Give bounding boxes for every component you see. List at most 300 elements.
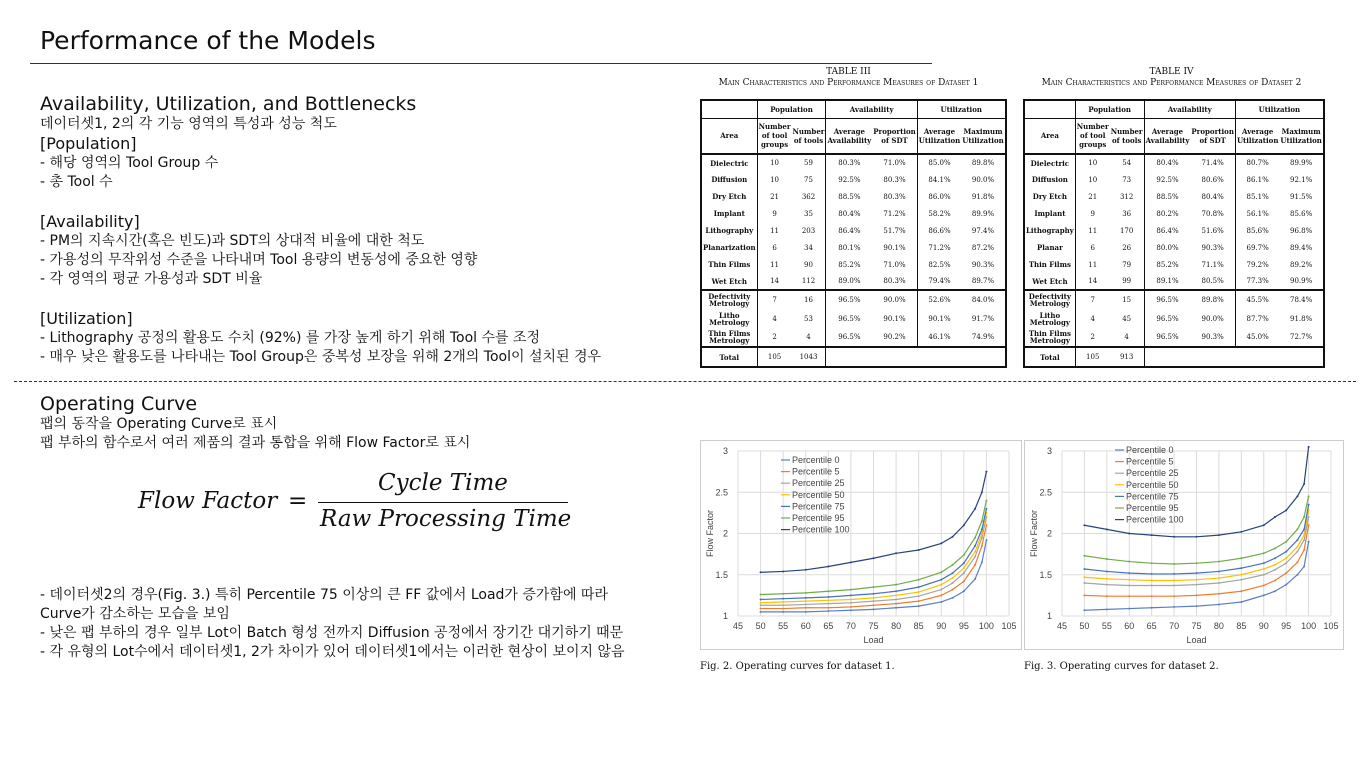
table-cell: 92.1% (1290, 175, 1313, 184)
table-cell: 96.8% (1290, 226, 1313, 235)
data-point (850, 599, 852, 601)
table-cell: 82.5% (928, 260, 951, 269)
x-tick-label: 105 (1323, 621, 1339, 631)
row-area-label: Lithography (1024, 222, 1075, 239)
data-point (963, 572, 965, 574)
data-point (981, 533, 983, 535)
x-tick-label: 45 (1056, 621, 1068, 631)
data-point (963, 562, 965, 564)
data-point (974, 556, 976, 558)
table-cell: 90.0% (971, 175, 995, 184)
table-cell: 90.1% (872, 309, 917, 328)
data-point (782, 608, 784, 610)
header-avg-utilization: Average Utilization (918, 126, 961, 145)
data-point (918, 579, 920, 581)
data-point (985, 500, 987, 502)
row-area-label: Diffusion (1024, 171, 1075, 188)
header-max-utilization: Maximum Utilization (962, 126, 1004, 145)
table-cell: 90.1% (928, 314, 951, 323)
table-row (1024, 273, 1324, 290)
table-cell: 45 (1110, 309, 1144, 328)
section2-line-2: 팹 부하의 함수로서 여러 제품의 결과 통합을 위해 Flow Factor로 표시 (40, 435, 471, 451)
table-cell: 87.2% (971, 243, 995, 252)
legend-entry: Percentile 95 (792, 513, 845, 523)
x-axis-label: Load (1186, 635, 1207, 645)
x-tick-label: 100 (978, 621, 994, 631)
availability-heading: [Availability] (40, 212, 140, 231)
data-point (1274, 580, 1276, 582)
data-point (952, 582, 954, 584)
total-cell: 913 (1110, 347, 1144, 367)
data-point (1274, 547, 1276, 549)
table-cell: 7 (1090, 296, 1095, 304)
data-point (1303, 534, 1305, 536)
data-point (850, 609, 852, 611)
table-row (701, 239, 1006, 256)
row-area-label: Litho Metrology (1024, 309, 1075, 328)
data-point (918, 586, 920, 588)
data-point (974, 508, 976, 510)
data-point (1303, 566, 1305, 568)
section-operating-curve (40, 393, 680, 453)
table-cell: 71.0% (872, 256, 917, 273)
data-point (1218, 603, 1220, 605)
data-point (873, 586, 875, 588)
formula-numerator: Cycle Time (378, 470, 508, 496)
data-point (1240, 579, 1242, 581)
total-blank (1144, 347, 1324, 367)
data-point (1106, 570, 1108, 572)
data-point (1303, 516, 1305, 518)
header-prop-sdt: Proportion of SDT (1190, 118, 1235, 154)
data-point (760, 608, 762, 610)
table-cell: 16 (792, 290, 826, 309)
data-point (1285, 562, 1287, 564)
data-point (952, 572, 954, 574)
table-cell: 85.6% (1246, 226, 1269, 235)
section1-heading: Availability, Utilization, and Bottlenecks (40, 93, 417, 115)
utilization-heading: [Utilization] (40, 309, 133, 328)
total-blank (826, 347, 1006, 367)
data-point (1263, 524, 1265, 526)
data-point (805, 597, 807, 599)
row-area-label: Litho Metrology (701, 309, 757, 328)
fraction-bar (318, 502, 568, 503)
data-point (827, 590, 829, 592)
data-point (1296, 551, 1298, 553)
x-tick-label: 60 (800, 621, 811, 631)
legend-entry: Percentile 25 (792, 478, 845, 489)
data-point (895, 603, 897, 605)
table-cell: 86.1% (1246, 175, 1269, 184)
table-cell: 90.9% (1290, 277, 1313, 285)
table-cell: 2 (1090, 333, 1095, 341)
table-cell: 203 (792, 222, 826, 239)
data-point (1263, 552, 1265, 554)
total-label: Total (701, 347, 757, 367)
data-point (873, 608, 875, 610)
table-cell: 80.6% (1190, 171, 1235, 188)
table-cell: 80.4% (1190, 188, 1235, 205)
data-point (1196, 579, 1198, 581)
table-cell: 56.1% (1246, 209, 1269, 218)
data-point (805, 603, 807, 605)
data-point (873, 597, 875, 599)
data-point (1196, 584, 1198, 586)
x-tick-label: 60 (1124, 621, 1135, 631)
data-point (850, 594, 852, 596)
y-tick-label: 2 (722, 528, 728, 539)
data-point (1296, 546, 1298, 548)
section-divider (14, 381, 1356, 382)
table-row (701, 188, 1006, 205)
data-point (805, 569, 807, 571)
data-point (1274, 564, 1276, 566)
table-row-metrology (1024, 309, 1324, 328)
operating-curve-notes (40, 586, 690, 662)
data-point (1308, 495, 1310, 497)
table-cell: 45.0% (1246, 333, 1269, 341)
table-cell: 11 (1088, 260, 1098, 269)
row-area-label: Thin Films (1024, 256, 1075, 273)
table-cell: 89.1% (1156, 277, 1179, 285)
data-point (1151, 584, 1153, 586)
data-point (1196, 605, 1198, 607)
section2-heading: Operating Curve (40, 393, 198, 415)
data-point (1196, 572, 1198, 574)
title-divider (30, 63, 932, 64)
data-point (1196, 562, 1198, 564)
table-cell: 7 (772, 296, 777, 304)
data-point (963, 580, 965, 582)
table-cell: 6 (1090, 243, 1095, 252)
x-tick-label: 90 (1258, 621, 1269, 631)
table-row-metrology (1024, 290, 1324, 309)
table-cell: 312 (1110, 188, 1144, 205)
data-point (1218, 577, 1220, 579)
x-tick-label: 95 (1281, 621, 1292, 631)
data-point (1303, 528, 1305, 530)
data-point (1274, 557, 1276, 559)
header-avg-availability: Average Availability (827, 126, 872, 145)
y-tick-label: 2 (1046, 528, 1052, 539)
table-cell: 80.2% (1156, 209, 1179, 218)
table-cell: 26 (1110, 239, 1144, 256)
row-area-label: Planarization (701, 239, 757, 256)
table-row-total (701, 347, 1006, 367)
table-cell: 45.5% (1246, 296, 1269, 304)
data-point (918, 591, 920, 593)
table-cell: 11 (770, 226, 780, 235)
data-point (1285, 551, 1287, 553)
data-point (1218, 582, 1220, 584)
x-tick-label: 105 (1001, 621, 1017, 631)
x-tick-label: 95 (958, 621, 969, 631)
data-point (940, 571, 942, 573)
table-cell: 80.4% (838, 209, 861, 218)
data-point (827, 603, 829, 605)
table-cell: 11 (770, 260, 780, 269)
data-point (760, 602, 762, 604)
data-point (782, 611, 784, 613)
total-label: Total (1024, 347, 1075, 367)
table-cell: 92.5% (1156, 175, 1179, 184)
data-point (1218, 593, 1220, 595)
population-line-1: - 해당 영역의 Tool Group 수 (40, 155, 219, 171)
note-line-4: - 각 유형의 Lot수에서 데이터셋1, 2가 차이가 있어 데이터셋1에서는 이러한 현상이 보이지 않음 (40, 644, 625, 660)
data-point (805, 600, 807, 602)
table-cell: 71.4% (1190, 154, 1235, 171)
data-point (850, 561, 852, 563)
table-cell: 4 (772, 314, 777, 323)
utilization-line-1: - Lithography 공정의 활용도 수치 (92%) 를 가장 높게 하기 위해 Tool 수를 조정 (40, 330, 541, 346)
data-point (974, 551, 976, 553)
table-cell: 96.5% (838, 314, 861, 323)
data-point (1106, 578, 1108, 580)
legend-entry: Percentile 100 (1126, 514, 1184, 525)
legend-entry: Percentile 50 (792, 489, 845, 500)
formula-lhs: Flow Factor (138, 488, 278, 514)
legend-entry: Percentile 25 (1126, 468, 1179, 479)
data-point (1083, 609, 1085, 611)
data-point (985, 508, 987, 510)
table-cell: 10 (1088, 159, 1098, 167)
data-point (782, 598, 784, 600)
row-area-label: Dry Etch (701, 188, 757, 205)
data-point (952, 536, 954, 538)
header-population: Population (1075, 100, 1144, 118)
table-cell: 34 (792, 239, 826, 256)
table-cell: 4 (1110, 328, 1144, 347)
row-area-label: Dielectric (1024, 154, 1075, 171)
table-cell: 74.9% (971, 333, 995, 341)
table-cell: 91.8% (1290, 314, 1313, 323)
x-tick-label: 75 (868, 621, 879, 631)
data-point (827, 596, 829, 598)
table-cell: 89.8% (1190, 290, 1235, 309)
utilization-line-2: - 매우 낮은 활용도를 나타내는 Tool Group은 중복성 보장을 위해 2개의 Tool이 설치된 경우 (40, 349, 602, 365)
table-cell: 71.2% (928, 243, 951, 252)
y-tick-label: 1.5 (715, 569, 728, 580)
data-point (1173, 563, 1175, 565)
row-area-label: Lithography (701, 222, 757, 239)
data-point (1173, 595, 1175, 597)
table-cell: 86.0% (928, 192, 951, 201)
performance-table (700, 99, 1007, 368)
data-point (873, 604, 875, 606)
data-point (1128, 595, 1130, 597)
data-point (1263, 562, 1265, 564)
table-cell: 10 (770, 175, 780, 184)
table-cell: 21 (770, 192, 780, 201)
table-cell: 80.3% (838, 159, 861, 167)
data-point (1240, 601, 1242, 603)
row-area-label: Thin Films (701, 256, 757, 273)
table-cell: 85.2% (838, 260, 861, 269)
header-blank (1024, 100, 1075, 118)
header-num-groups: Number of tool groups (758, 122, 791, 150)
data-point (1151, 595, 1153, 597)
header-prop-sdt: Proportion of SDT (872, 118, 917, 154)
data-point (963, 524, 965, 526)
x-tick-label: 100 (1301, 621, 1317, 631)
data-point (981, 545, 983, 547)
table-row (701, 273, 1006, 290)
data-point (1285, 572, 1287, 574)
operating-curve-chart-1 (701, 441, 1021, 649)
header-num-groups: Number of tool groups (1076, 122, 1109, 150)
data-point (1240, 567, 1242, 569)
section-availability (40, 93, 700, 367)
data-point (1083, 568, 1085, 570)
data-point (760, 611, 762, 613)
header-avg-availability: Average Availability (1145, 126, 1190, 145)
data-point (895, 552, 897, 554)
table-caption-number: TABLE IV (1149, 67, 1194, 77)
data-point (1106, 584, 1108, 586)
legend-entry: Percentile 50 (1126, 479, 1179, 490)
x-tick-label: 55 (778, 621, 789, 631)
total-cell: 1043 (792, 347, 826, 367)
figure-caption-1: Fig. 2. Operating curves for dataset 1. (700, 661, 895, 672)
x-tick-label: 70 (1169, 621, 1180, 631)
data-point (1218, 570, 1220, 572)
table-cell: 78.4% (1290, 296, 1313, 304)
x-axis-label: Load (863, 635, 884, 645)
table-cell: 89.9% (1290, 159, 1313, 167)
table-cell: 112 (792, 273, 826, 290)
header-num-tools: Number of tools (792, 118, 826, 154)
data-point (1285, 541, 1287, 543)
y-tick-label: 2.5 (1039, 487, 1052, 498)
table-cell: 80.0% (1156, 243, 1179, 252)
data-point (918, 549, 920, 551)
table-cell: 80.4% (1156, 159, 1179, 167)
data-point (1083, 594, 1085, 596)
table-cell: 99 (1110, 273, 1144, 290)
performance-table (1023, 99, 1325, 368)
data-point (850, 606, 852, 608)
x-tick-label: 80 (1213, 621, 1224, 631)
data-point (895, 599, 897, 601)
table-row (1024, 188, 1324, 205)
table-caption-title: Main Characteristics and Performance Measures of Dataset 1 (718, 78, 979, 88)
data-point (760, 594, 762, 596)
note-line-2: Curve가 감소하는 모습을 보임 (40, 606, 230, 622)
data-point (1263, 574, 1265, 576)
data-point (1274, 516, 1276, 518)
table-cell: 90.0% (872, 290, 917, 309)
data-point (1196, 536, 1198, 538)
table-cell: 9 (772, 209, 777, 218)
table-cell: 90.2% (872, 328, 917, 347)
data-point (1303, 539, 1305, 541)
table-cell: 85.2% (1156, 260, 1179, 269)
row-area-label: Dielectric (701, 154, 757, 171)
data-point (1128, 608, 1130, 610)
table-cell: 54 (1110, 154, 1144, 171)
data-point (1308, 446, 1310, 448)
table-cell: 79.2% (1246, 260, 1269, 269)
row-area-label: Dry Etch (1024, 188, 1075, 205)
data-point (1196, 594, 1198, 596)
table-cell: 4 (1090, 314, 1095, 323)
x-tick-label: 65 (823, 621, 834, 631)
table-cell: 10 (770, 159, 780, 167)
table-dataset-1 (700, 67, 1004, 368)
data-point (873, 593, 875, 595)
data-point (1263, 568, 1265, 570)
data-point (782, 601, 784, 603)
y-tick-label: 1 (722, 611, 728, 621)
y-tick-label: 1.5 (1039, 569, 1052, 580)
table-row-metrology (701, 290, 1006, 309)
table-cell: 6 (772, 243, 777, 252)
table-cell: 11 (1088, 226, 1098, 235)
y-tick-label: 2.5 (715, 487, 728, 498)
data-point (827, 607, 829, 609)
row-area-label: Implant (701, 205, 757, 222)
table-caption-number: TABLE III (826, 67, 871, 77)
data-point (1308, 541, 1310, 543)
table-cell: 362 (792, 188, 826, 205)
data-point (981, 561, 983, 563)
note-line-1: - 데이터셋2의 경우(Fig. 3.) 특히 Percentile 75 이상의 큰 FF 값에서 Load가 증가함에 따라 (40, 587, 608, 603)
row-area-label: Implant (1024, 205, 1075, 222)
table-cell: 46.1% (928, 333, 951, 341)
table-cell: 97.4% (971, 226, 995, 235)
chart-dataset-1 (700, 440, 1022, 650)
table-cell: 85.1% (1246, 192, 1269, 201)
table-cell: 21 (1088, 192, 1098, 201)
data-point (850, 589, 852, 591)
table-cell: 80.5% (1190, 273, 1235, 290)
table-cell: 80.3% (872, 273, 917, 290)
data-point (1274, 590, 1276, 592)
data-point (827, 599, 829, 601)
data-point (1083, 582, 1085, 584)
data-point (1303, 483, 1305, 485)
data-point (1296, 528, 1298, 530)
x-tick-label: 85 (1236, 621, 1247, 631)
data-point (1083, 524, 1085, 526)
data-point (940, 594, 942, 596)
header-availability: Availability (826, 100, 917, 118)
x-tick-label: 45 (732, 621, 744, 631)
data-point (1240, 590, 1242, 592)
table-row (1024, 171, 1324, 188)
table-cell: 89.0% (838, 277, 861, 285)
total-cell: 105 (1086, 353, 1100, 361)
table-cell: 69.7% (1246, 243, 1269, 252)
data-point (985, 524, 987, 526)
y-axis-label: Flow Factor (1029, 509, 1039, 558)
data-point (873, 600, 875, 602)
legend-entry: Percentile 0 (1126, 445, 1174, 455)
table-cell: 170 (1110, 222, 1144, 239)
table-cell: 71.2% (872, 205, 917, 222)
table-row-total (1024, 347, 1324, 367)
data-point (1173, 580, 1175, 582)
table-row (1024, 256, 1324, 273)
row-area-label: Defectivity Metrology (1024, 290, 1075, 309)
data-point (974, 564, 976, 566)
x-tick-label: 65 (1146, 621, 1157, 631)
table-cell: 77.3% (1246, 277, 1269, 285)
table-cell: 84.0% (971, 296, 995, 304)
table-cell: 89.9% (971, 209, 995, 218)
data-point (1240, 557, 1242, 559)
